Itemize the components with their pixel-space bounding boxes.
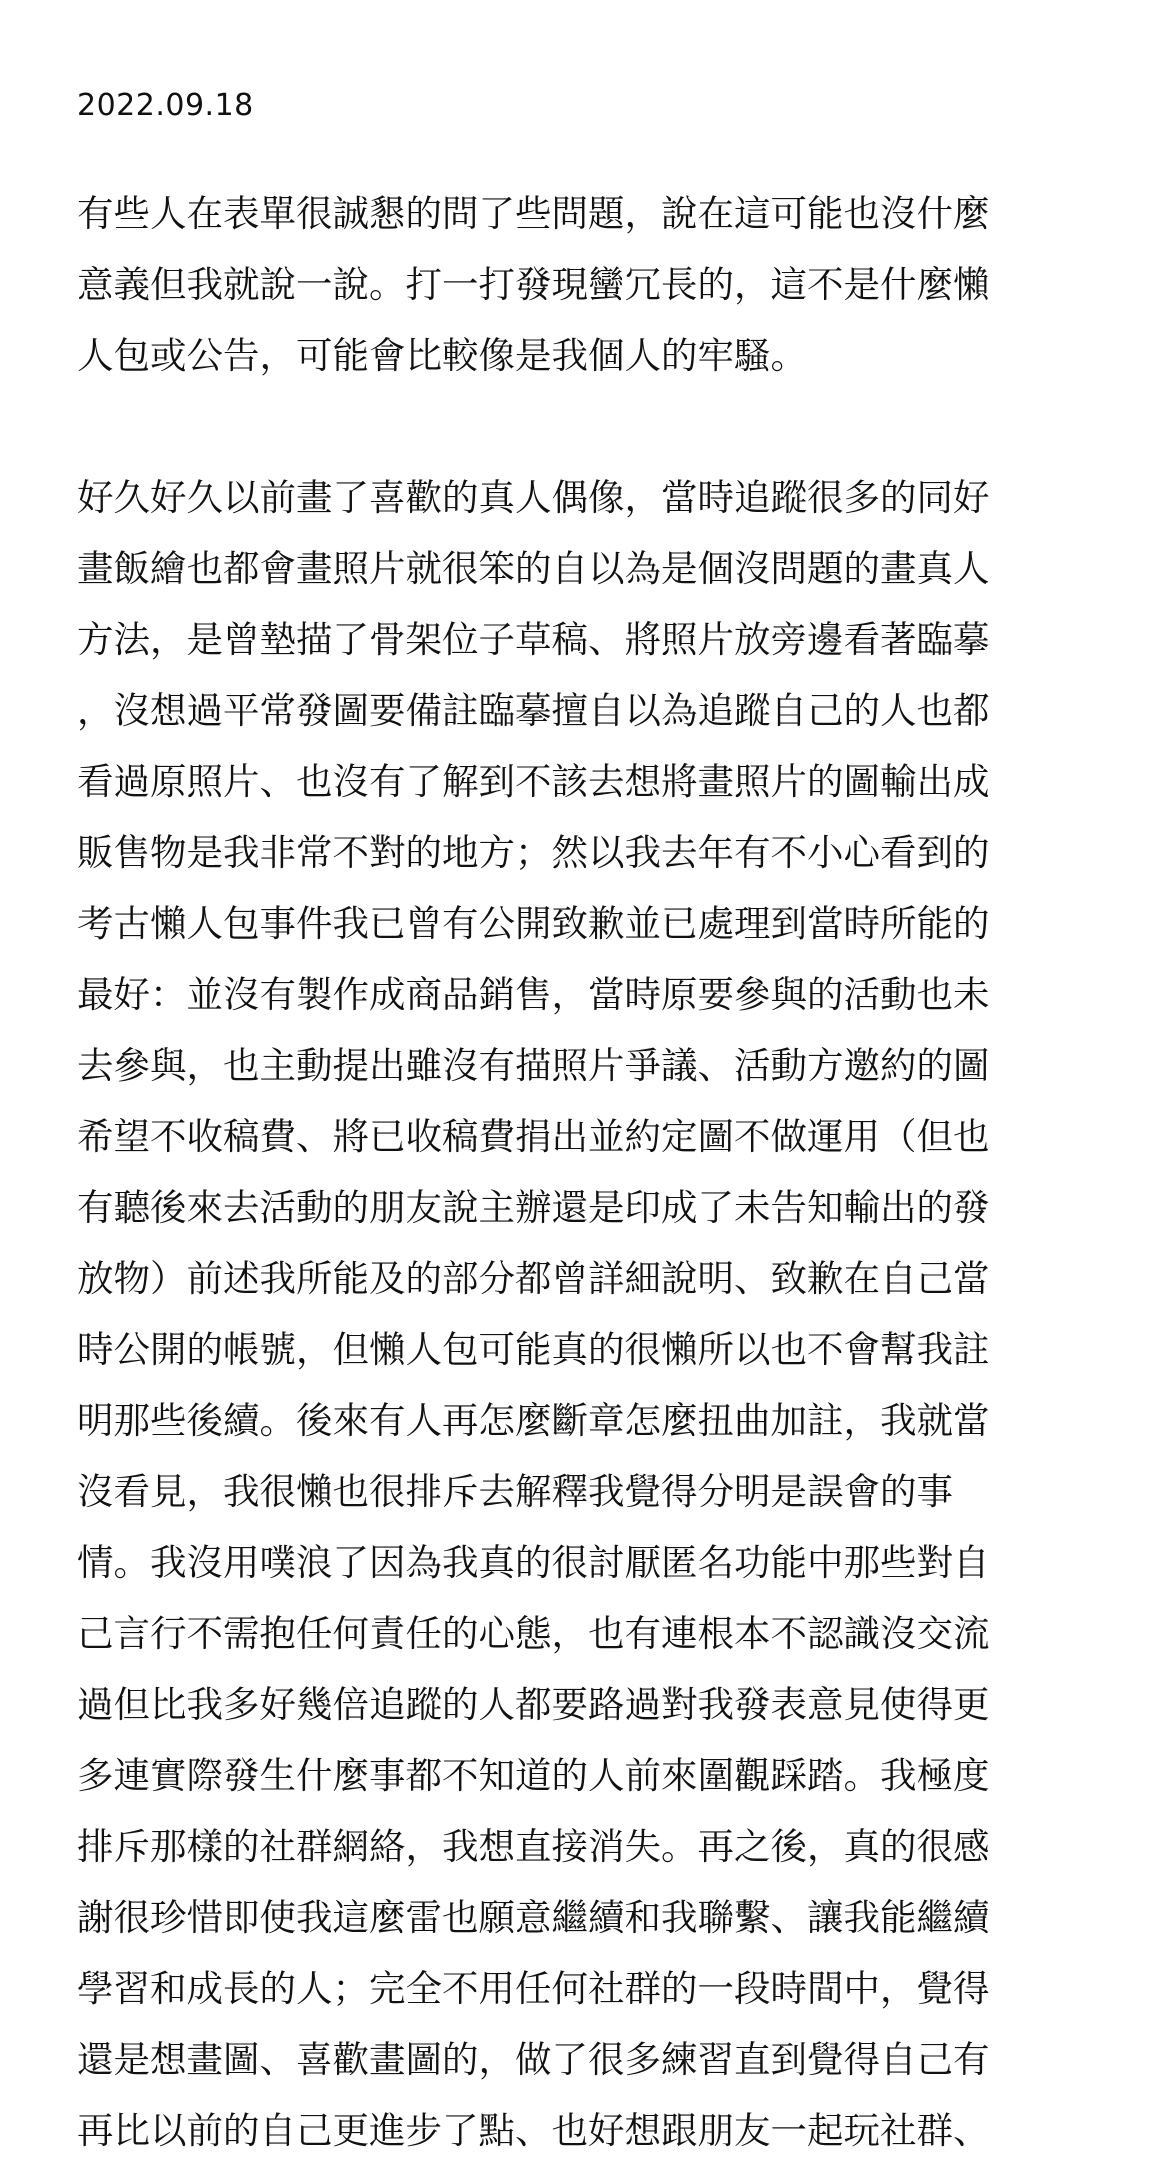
text-line: 情。我沒用噗浪了因為我真的很討厭匿名功能中那些對自 (77, 1541, 990, 1584)
text-line: 希望不收稿費、將已收稿費捐出並約定圖不做運用（但也 (77, 1115, 990, 1158)
paragraph-body (77, 462, 1097, 2166)
text-line: 放物）前述我所能及的部分都曾詳細說明、致歉在自己當 (77, 1257, 990, 1300)
text-line: ，沒想過平常發圖要備註臨摹擅自以為追蹤自己的人也都 (77, 689, 990, 732)
text-line: 沒看見，我很懶也很排斥去解釋我覺得分明是誤會的事 (77, 1470, 953, 1513)
text-line: 己言行不需抱任何責任的心態，也有連根本不認識沒交流 (77, 1612, 990, 1655)
text-line: 還是想畫圖、喜歡畫圖的，做了很多練習直到覺得自己有 (77, 2038, 990, 2081)
text-line: 排斥那樣的社群網絡，我想直接消失。再之後，真的很感 (77, 1825, 990, 1868)
text-line: 人包或公告，可能會比較像是我個人的牢騷。 (77, 334, 807, 377)
text-line: 販售物是我非常不對的地方；然以我去年有不小心看到的 (77, 831, 990, 874)
text-line: 意義但我就說一說。打一打發現蠻冗長的，這不是什麼懶 (77, 263, 990, 306)
text-line: 明那些後續。後來有人再怎麼斷章怎麼扭曲加註，我就當 (77, 1399, 990, 1442)
text-line: 畫飯繪也都會畫照片就很笨的自以為是個沒問題的畫真人 (77, 547, 990, 590)
text-line: 再比以前的自己更進步了點、也好想跟朋友一起玩社群、 (77, 2109, 990, 2152)
text-line: 時公開的帳號，但懶人包可能真的很懶所以也不會幫我註 (77, 1328, 990, 1371)
text-line: 學習和成長的人；完全不用任何社群的一段時間中，覺得 (77, 1967, 990, 2010)
text-line: 有些人在表單很誠懇的問了些問題，說在這可能也沒什麼 (77, 192, 990, 235)
text-line: 多連實際發生什麼事都不知道的人前來圍觀踩踏。我極度 (77, 1754, 990, 1797)
text-line: 方法，是曾墊描了骨架位子草稿、將照片放旁邊看著臨摹 (77, 618, 990, 661)
text-line: 過但比我多好幾倍追蹤的人都要路過對我發表意見使得更 (77, 1683, 990, 1726)
text-line: 謝很珍惜即使我這麼雷也願意繼續和我聯繫、讓我能繼續 (77, 1896, 990, 1939)
text-line: 有聽後來去活動的朋友說主辦還是印成了未告知輸出的發 (77, 1186, 990, 1229)
text-line: 考古懶人包事件我已曾有公開致歉並已處理到當時所能的 (77, 902, 990, 945)
post-date: 2022.09.18 (77, 88, 254, 123)
text-line: 好久好久以前畫了喜歡的真人偶像，當時追蹤很多的同好 (77, 476, 990, 519)
text-line: 看過原照片、也沒有了解到不該去想將畫照片的圖輸出成 (77, 760, 990, 803)
text-line: 最好：並沒有製作成商品銷售，當時原要參與的活動也未 (77, 973, 990, 1016)
paragraph-intro (77, 178, 1097, 391)
text-line: 去參與，也主動提出雖沒有描照片爭議、活動方邀約的圖 (77, 1044, 990, 1087)
